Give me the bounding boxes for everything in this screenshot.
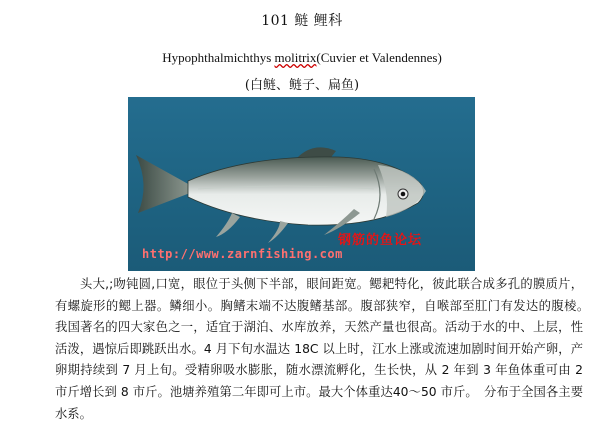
- tail-fin: [136, 155, 190, 213]
- latin-species: molitrix: [274, 50, 317, 65]
- species-title: 101 鲢 鲤科: [261, 13, 343, 29]
- fish-photo: [128, 97, 475, 271]
- watermark-url: http://www.zarnfishing.com: [142, 247, 343, 261]
- anal-fin: [216, 213, 240, 237]
- fish-pupil: [401, 192, 406, 197]
- watermark-forum-name: 钢筋的鱼论坛: [338, 233, 423, 248]
- common-aliases: (白鲢、鲢子、扁鱼): [244, 78, 360, 93]
- scientific-name: [0, 50, 604, 66]
- latin-author: (Cuvier et Valendennes): [316, 50, 442, 65]
- species-description: 头大,;吻钝圆,口宽，眼位于头侧下半部，眼间距宽。鳃耙特化，彼此联合成多孔的膜质片，有螺旋形的鳃上器。鳞细小。胸鳍末端不达腹鳍基部。腹部狭窄，自喉部至肛门有发达的腹棱。 我国著名的四大家色之一，适宜于湖泊、水库放养，天然产量也很高。活动于水的中、上层，性活泼，遇惊后即跳跃出水。4 月下旬水温达 18C 以上时，江水上涨或流速加剧时间开始产卵，产卵期持续到 7 月上旬。受精卵吸水膨胀，随水漂流孵化，生长快，从 2 年到 3 年鱼体重可由 2 市斤增长到 8 市斤。池塘养殖第二年即可上市。最大个体重达40～50 市斤。 分布于全国各主要水系。: [55, 277, 596, 421]
- silver-carp-illustration: [128, 97, 475, 271]
- pelvic-fin: [268, 221, 288, 243]
- latin-genus: Hypophthalmichthys: [162, 50, 275, 65]
